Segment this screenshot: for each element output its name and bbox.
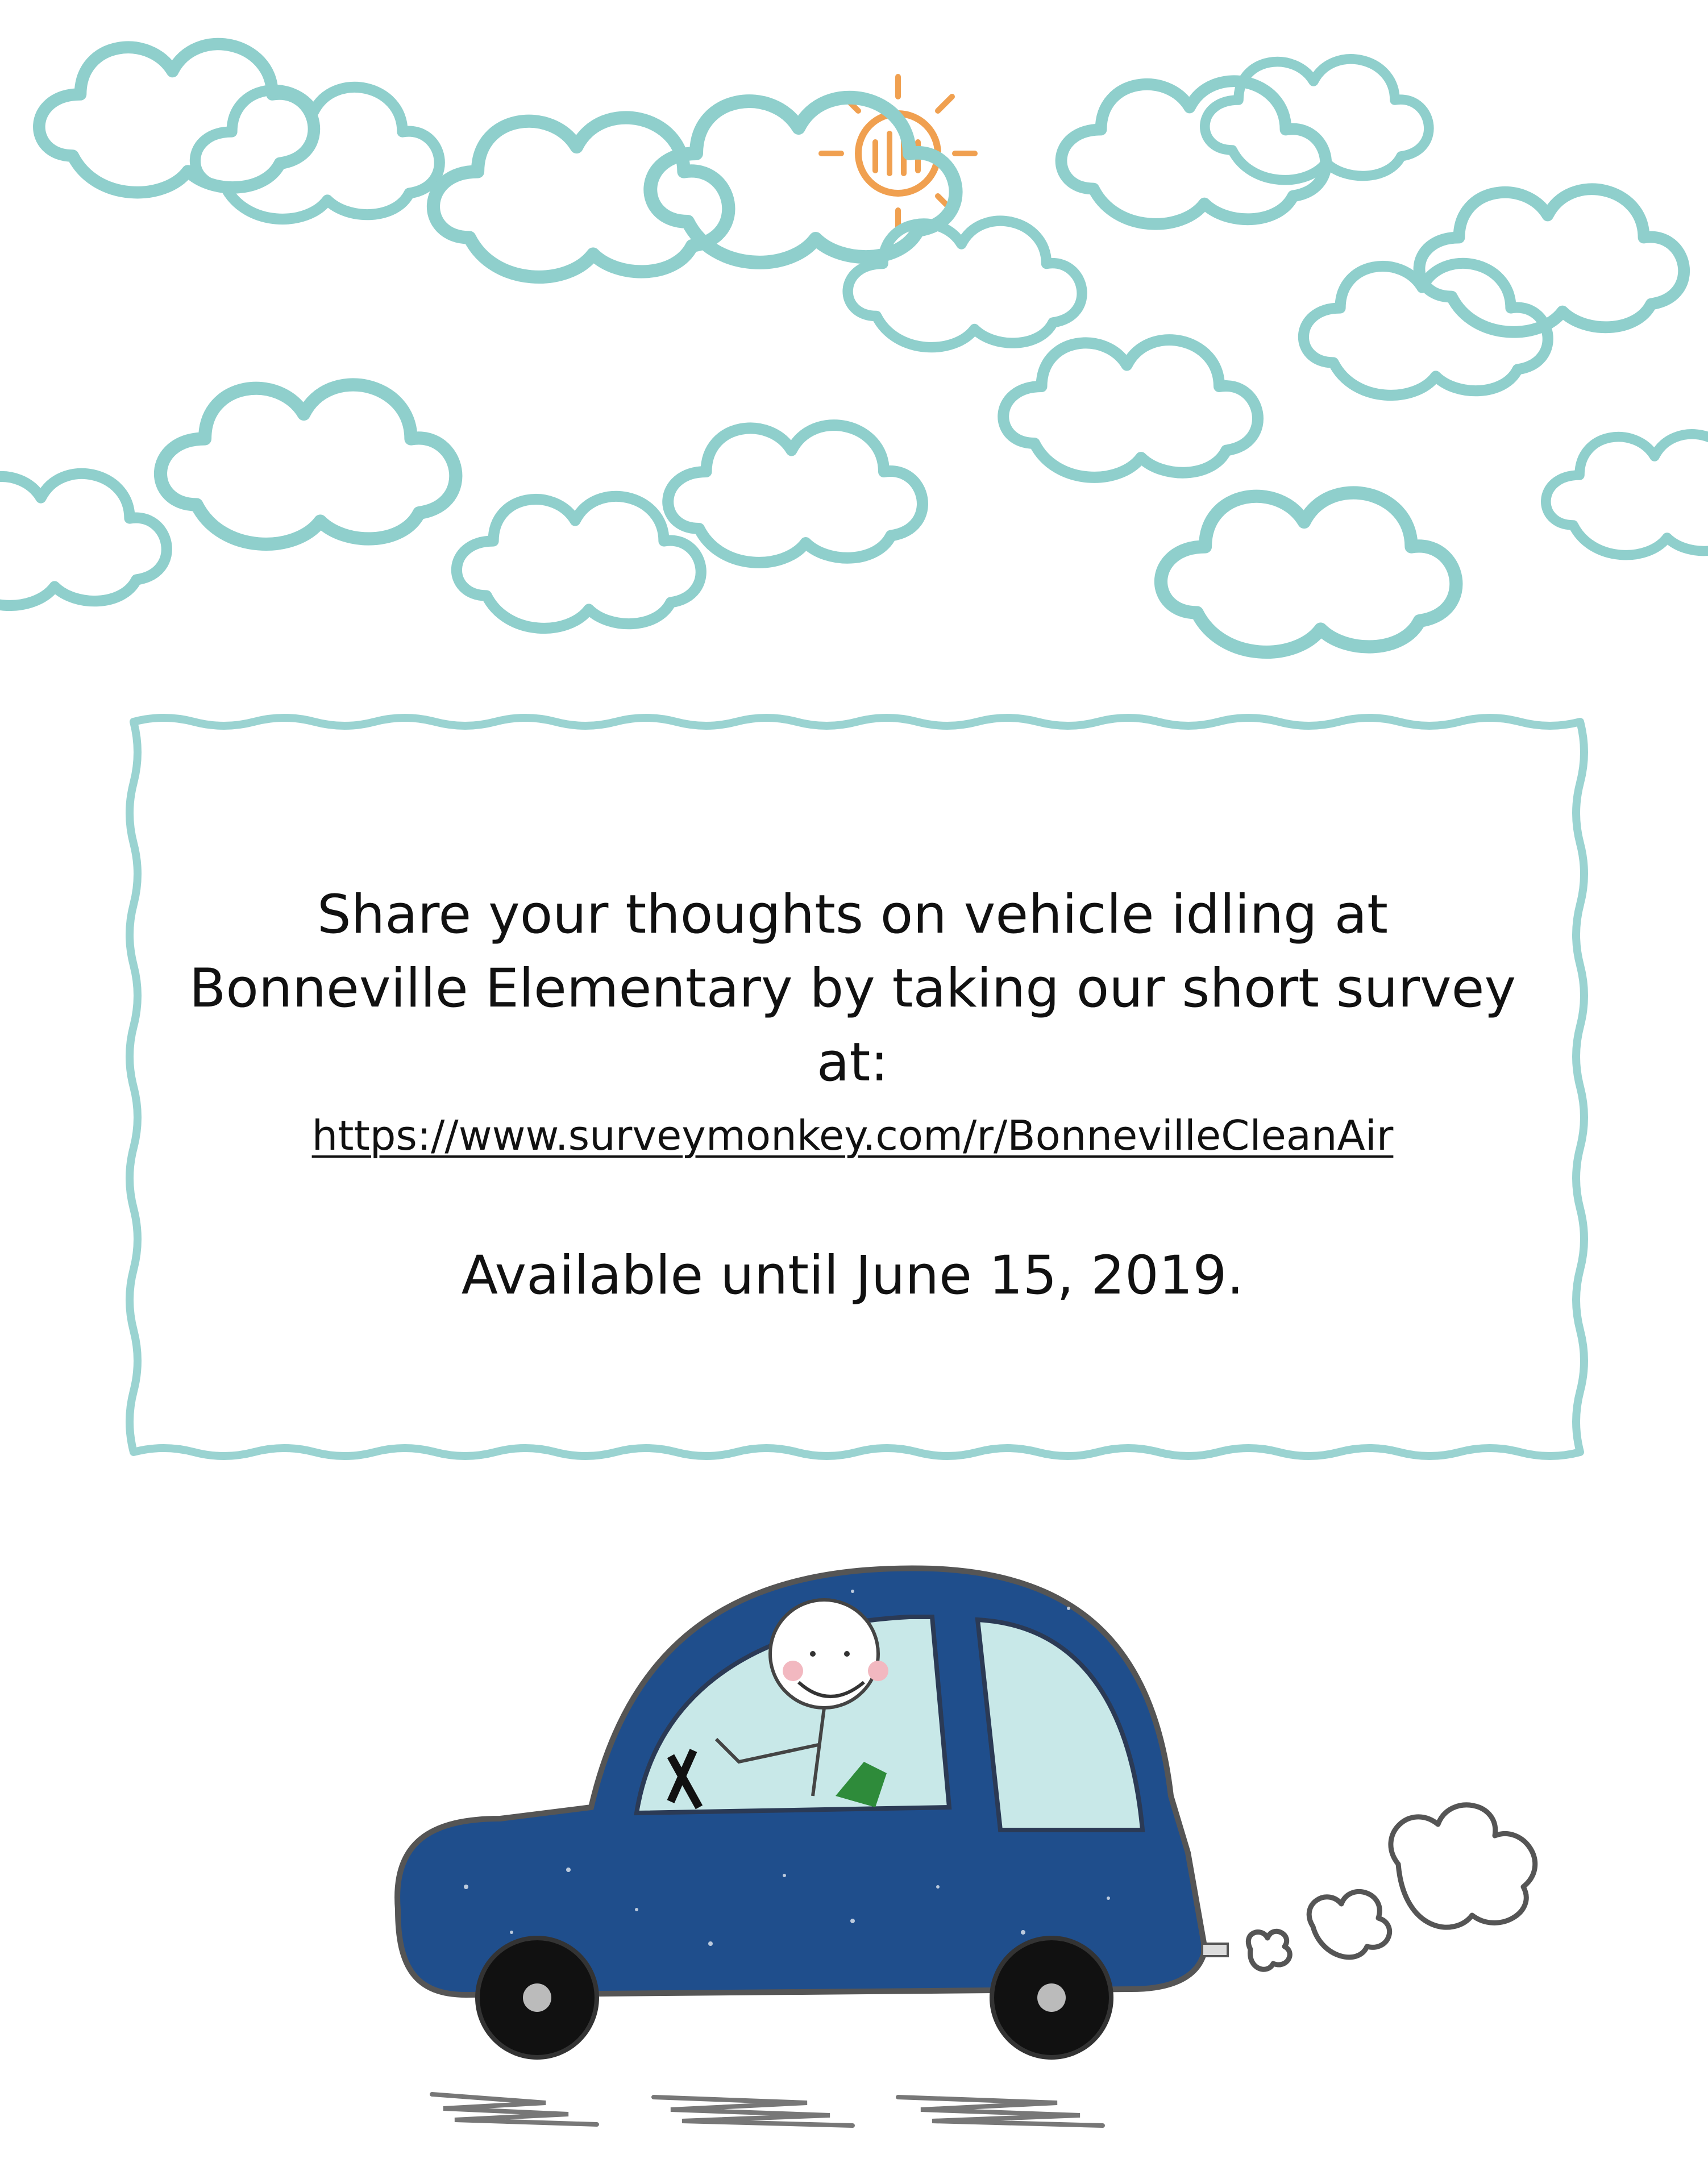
rear-wheel	[992, 1938, 1111, 2057]
car-illustration	[0, 1478, 1708, 2171]
survey-link[interactable]: https://www.surveymonkey.com/r/BonnevilleCleanAir	[311, 1112, 1394, 1159]
front-wheel	[477, 1938, 597, 2057]
car-icon	[397, 1568, 1228, 2057]
headline-text: Share your thoughts on vehicle idling at Bonneville Elementary by taking our short survey at:	[189, 884, 1516, 1093]
road-scribble	[432, 2094, 1103, 2126]
availability-text: Available until June 15, 2019.	[461, 1245, 1244, 1307]
exhaust-cloud-icon	[1248, 1805, 1535, 1969]
